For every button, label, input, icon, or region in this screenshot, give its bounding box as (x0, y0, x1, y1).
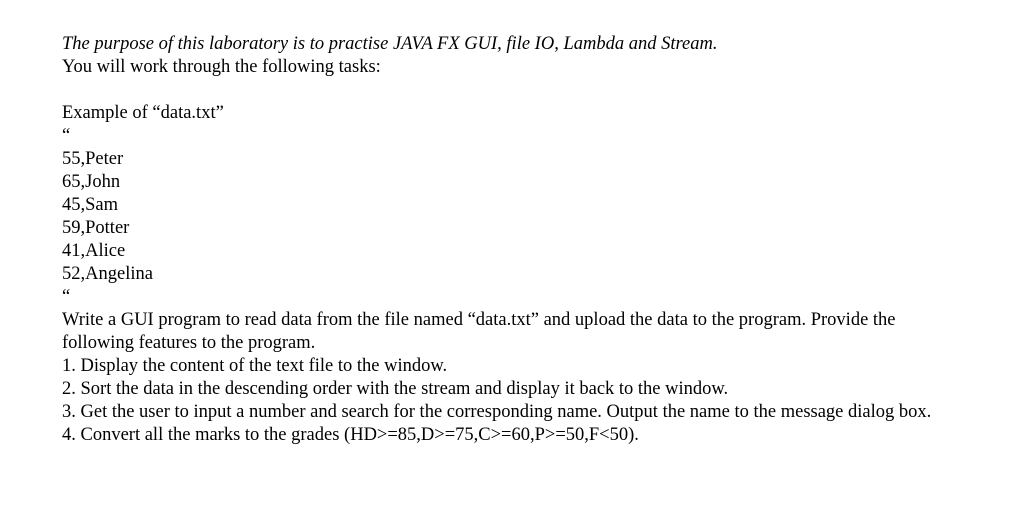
tasks-intro: You will work through the following tasks: (62, 57, 381, 77)
task-description: Write a GUI program to read data from the file named “data.txt” and upload the data to the program. Provide the following features to the program. (62, 310, 896, 353)
spacer (62, 79, 962, 102)
data-row-6: 52,Angelina (62, 264, 153, 284)
lab-document (62, 33, 962, 447)
data-row-1: 55,Peter (62, 149, 124, 169)
open-quote: “ (62, 126, 71, 146)
close-quote: “ (62, 287, 71, 307)
data-row-5: 41,Alice (62, 241, 126, 261)
task-item-1: 1. Display the content of the text file to the window. (62, 356, 448, 376)
task-item-2: 2. Sort the data in the descending order with the stream and display it back to the window. (62, 379, 729, 399)
data-row-2: 65,John (62, 172, 121, 192)
data-row-4: 59,Potter (62, 218, 130, 238)
purpose-statement: The purpose of this laboratory is to practise JAVA FX GUI, file IO, Lambda and Stream. (62, 34, 718, 54)
task-item-4: 4. Convert all the marks to the grades (HD>=85,D>=75,C>=60,P>=50,F<50). (62, 425, 639, 445)
example-heading: Example of “data.txt” (62, 103, 224, 123)
data-row-3: 45,Sam (62, 195, 119, 215)
task-item-3: 3. Get the user to input a number and search for the corresponding name. Output the name to the message dialog box. (62, 402, 932, 422)
